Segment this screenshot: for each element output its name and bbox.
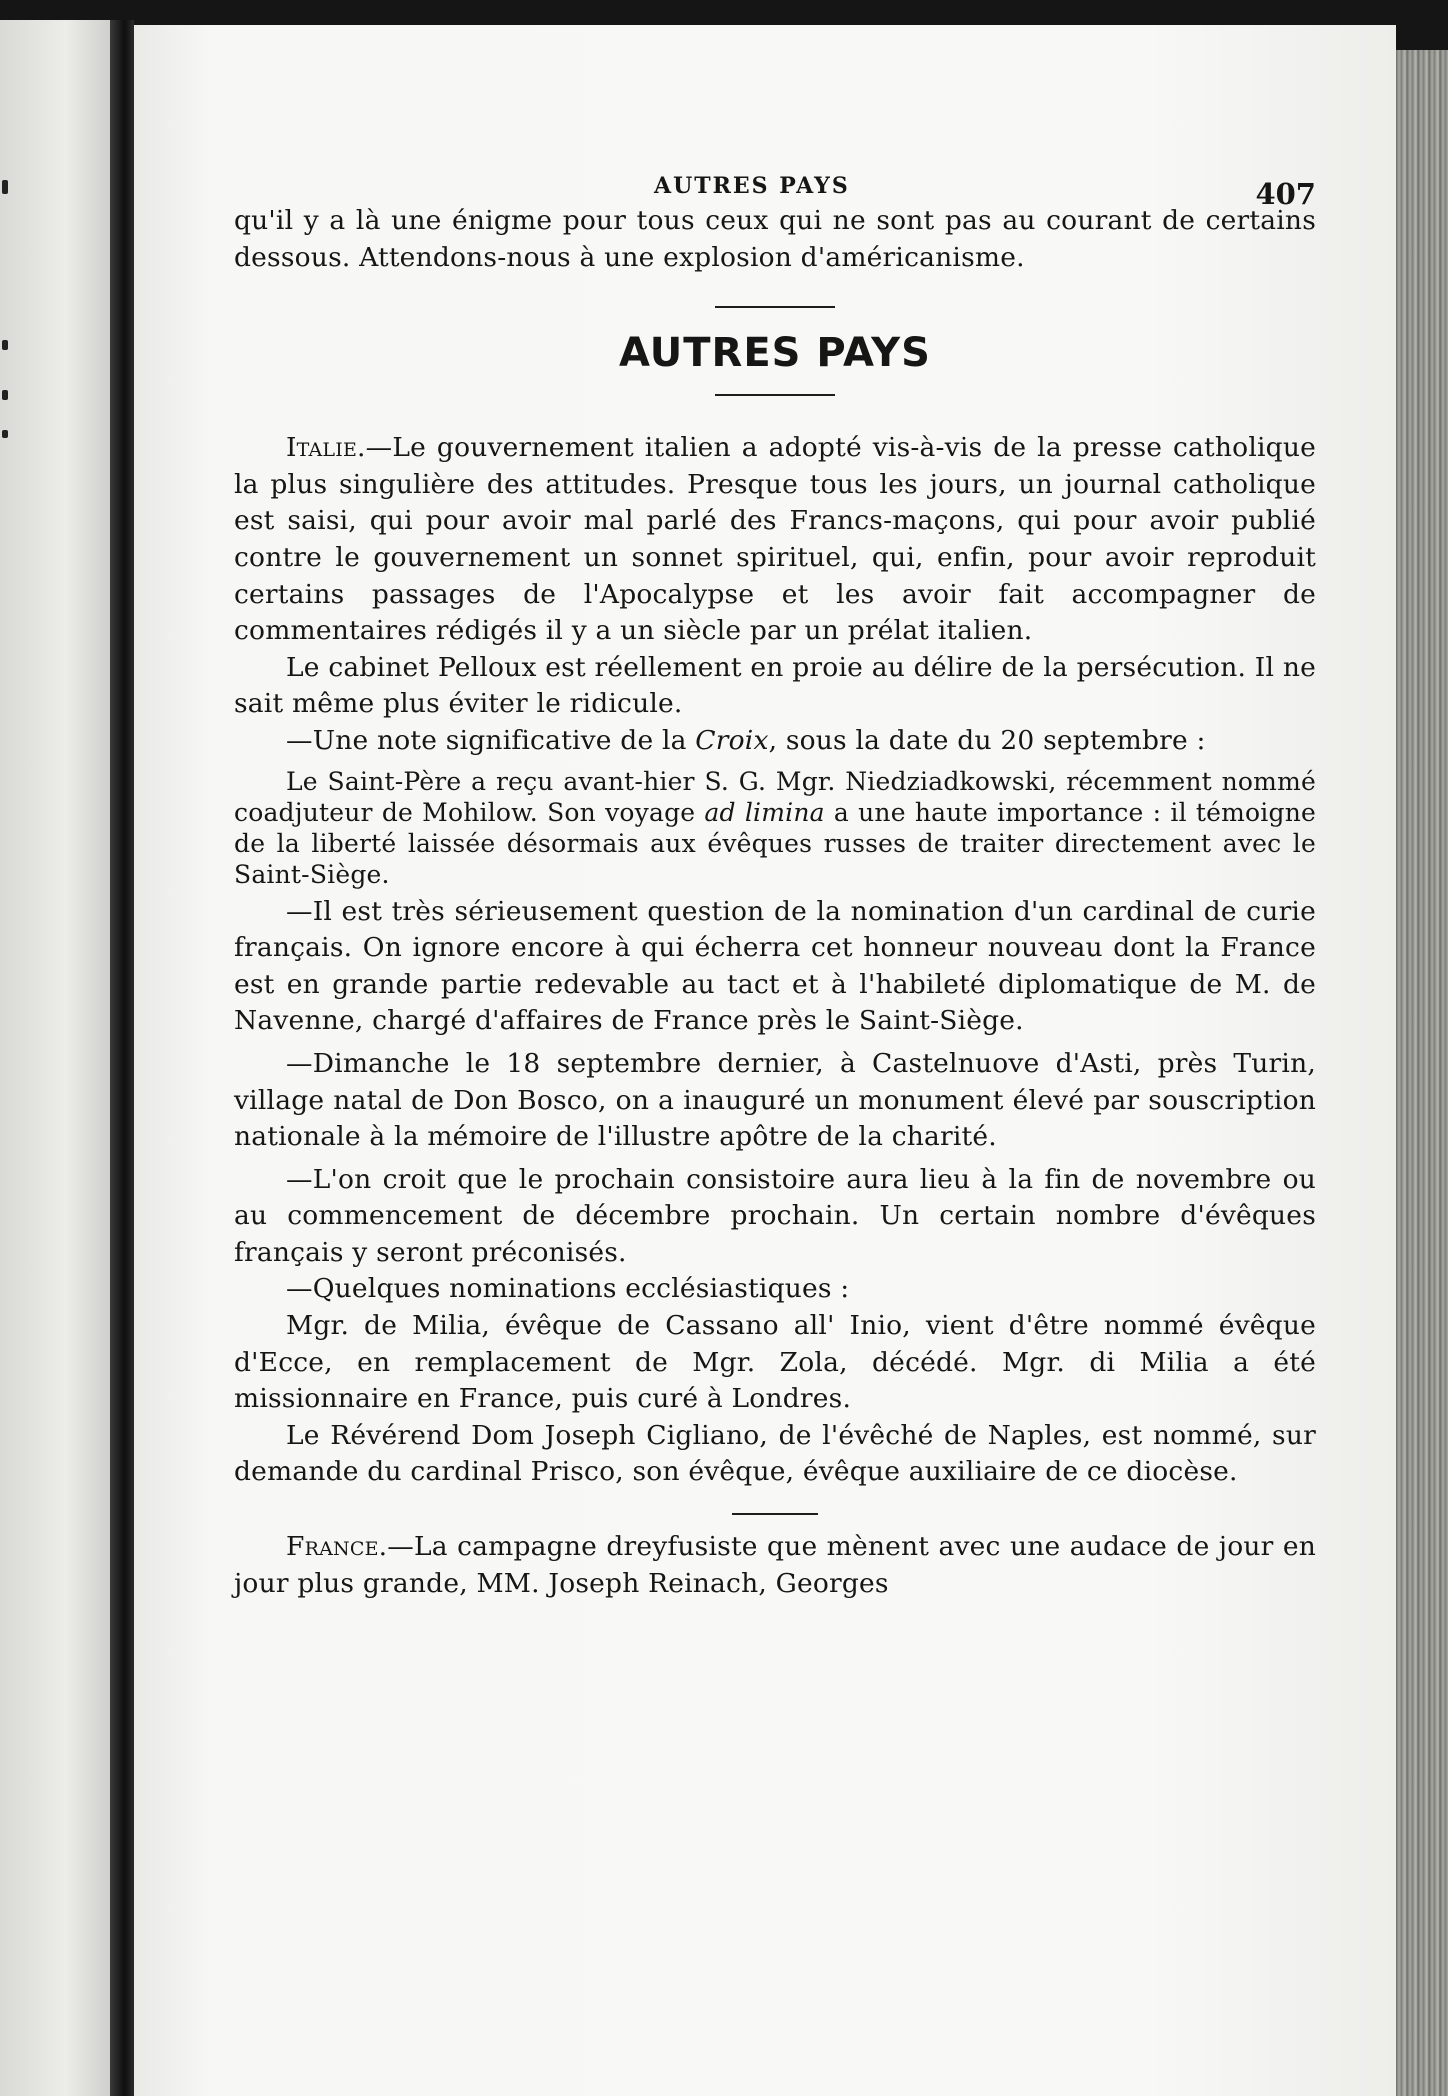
france-text: —La campagne dreyfusiste que mènent avec une audace de jour en jour plus grande, MM. Joseph Reinach, Georges — [234, 1531, 1316, 1599]
quote-text-start: Le Saint-Père a reçu avant-hier S. G. Mgr. Niedziadkowski, récemment nommé coadjuteur de Mohilow. Son voyage — [234, 766, 1316, 827]
don-bosco-paragraph: —Dimanche le 18 septembre dernier, à Castelnuove d'Asti, près Turin, village natal de Don Bosco, on a inauguré un monument élevé par souscription nationale à la mémoire de l'illustre apôtre de la charité. — [234, 1047, 1316, 1153]
italie-paragraph — [234, 430, 1316, 650]
croix-note-paragraph — [234, 723, 1316, 760]
page-number: 407 — [1255, 177, 1316, 211]
previous-page-edge — [0, 20, 110, 2096]
nominations-heading: —Quelques nominations ecclésiastiques : — [286, 1273, 850, 1305]
italie-label: Italie. — [286, 432, 366, 464]
cigliano-paragraph: Le Révérend Dom Joseph Cigliano, de l'évêché de Naples, est nommé, sur demande du cardinal Prisco, son évêque, évêque auxiliaire de ce diocèse. — [234, 1419, 1316, 1488]
section-rule-top — [715, 306, 835, 308]
croix-note-text-start: —Une note significative de la — [286, 724, 696, 756]
croix-title: Croix — [695, 724, 769, 756]
pelloux-paragraph: Le cabinet Pelloux est réellement en proie au délire de la persécution. Il ne sait même plus éviter le ridicule. — [234, 651, 1316, 720]
running-title: AUTRES PAYS — [654, 173, 850, 199]
cardinal-paragraph: —Il est très sérieusement question de la nomination d'un cardinal de curie français. On ignore encore à qui écherra cet honneur nouveau dont la France est en grande partie redevable au tact et à l'habileté diplomatique de M. de Navenne, chargé d'affaires de France près le Saint-Siège. — [234, 895, 1316, 1037]
italie-text: —Le gouvernement italien a adopté vis-à-vis de la presse catholique la plus singulière des attitudes. Presque tous les jours, un journal catholique est saisi, qui pour avoir mal parlé des Francs-maçons, qui pour avoir publié contre le gouvernement un sonnet spirituel, qui, enfin, pour avoir reproduit certains passages de l'Apocalypse et les avoir fait accompagner de commentaires rédigés il y a un siècle par un prélat italien. — [234, 432, 1316, 647]
running-header — [234, 135, 1316, 211]
consistoire-paragraph: —L'on croit que le prochain consistoire aura lieu à la fin de novembre ou au commencement de décembre prochain. Un certain nombre d'évêques français y seront préconisés. — [234, 1163, 1316, 1268]
milia-paragraph: Mgr. de Milia, évêque de Cassano all' Inio, vient d'être nommé évêque d'Ecce, en remplacement de Mgr. Zola, décédé. Mgr. di Milia a été missionnaire en France, puis curé à Londres. — [234, 1310, 1316, 1415]
page-content — [234, 135, 1316, 1602]
france-label: France. — [286, 1531, 388, 1563]
ad-limina-phrase: ad limina — [704, 797, 825, 827]
book-gutter — [110, 20, 134, 2096]
section-title: AUTRES PAYS — [619, 330, 931, 377]
intro-paragraph: qu'il y a là une énigme pour tous ceux qui ne sont pas au courant de certains dessous. Attendons-nous à une explosion d'américanisme. — [234, 205, 1316, 273]
section-rule-bottom — [715, 394, 835, 396]
france-paragraph — [234, 1529, 1316, 1602]
france-section-rule — [732, 1513, 818, 1515]
croix-note-text-end: , sous la date du 20 septembre : — [768, 724, 1206, 756]
quote-text-end: a une haute importance : il témoigne de la liberté laissée désormais aux évêques russes de traiter directement avec le Saint-Siège. — [234, 797, 1316, 889]
quoted-paragraph — [234, 766, 1316, 890]
book-page — [134, 25, 1396, 2096]
